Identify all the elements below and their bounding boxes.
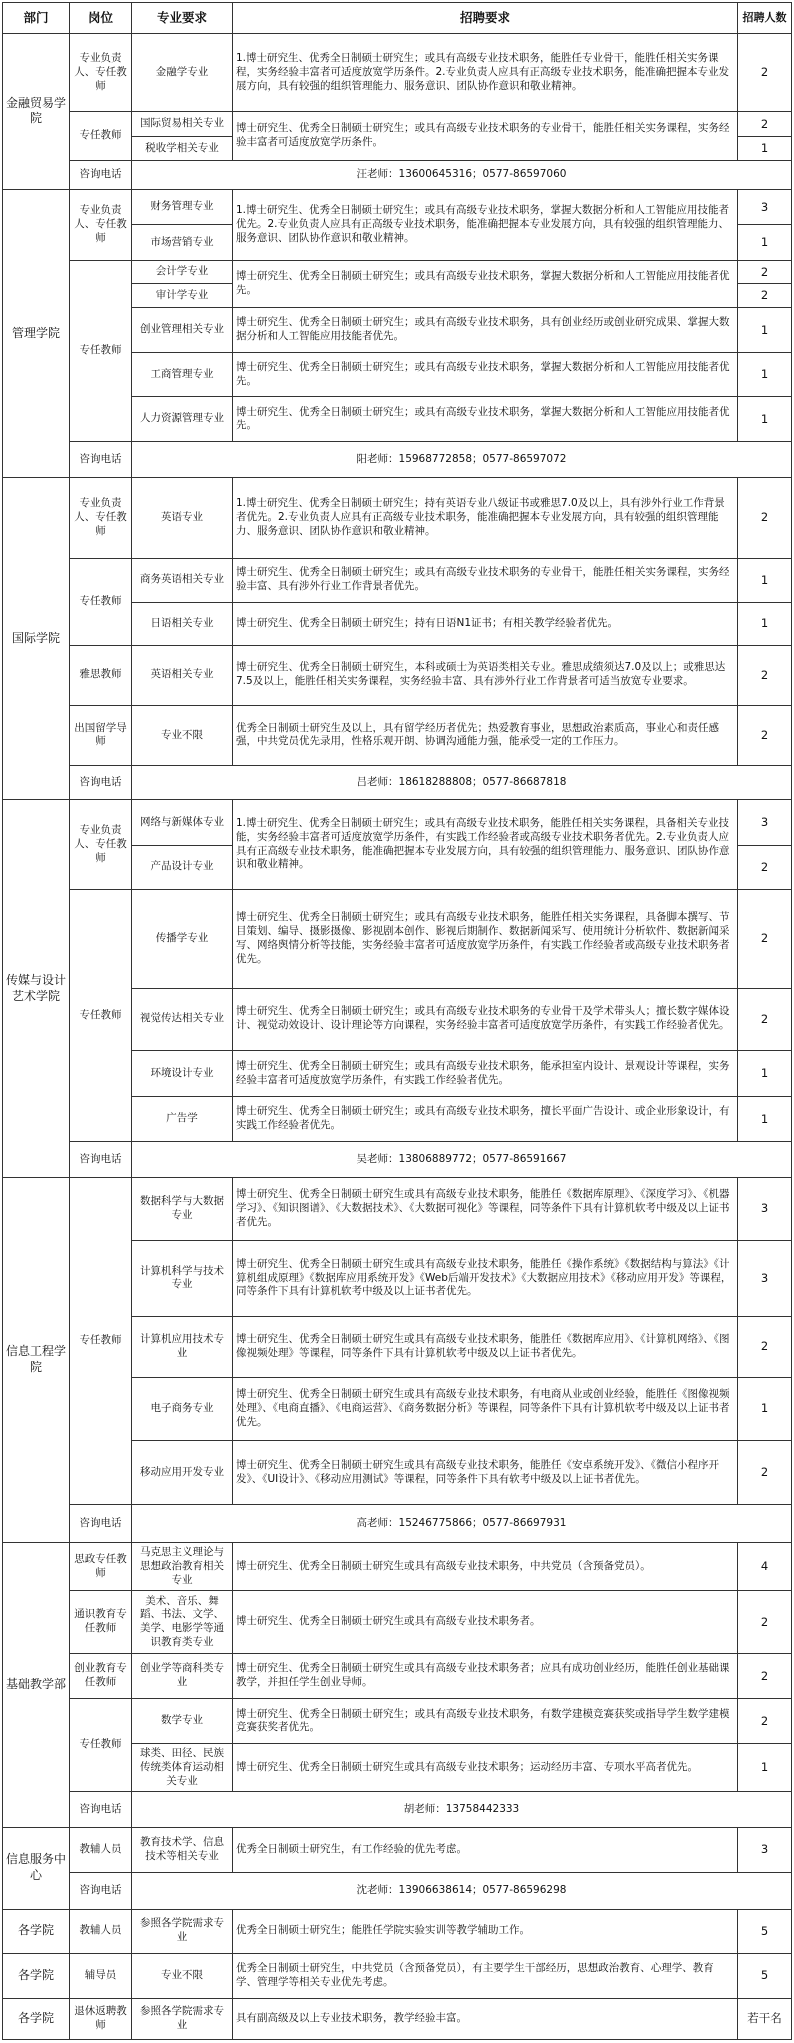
major-cell: 会计学专业 bbox=[132, 260, 233, 284]
contact-value: 吴老师：13806889772；0577-86591667 bbox=[132, 1142, 792, 1177]
count-cell: 2 bbox=[738, 1316, 792, 1377]
major-cell: 税收学相关专业 bbox=[132, 137, 233, 161]
table-row bbox=[3, 1953, 792, 1998]
contact-label: 咨询电话 bbox=[70, 442, 132, 477]
recruitment-table bbox=[2, 2, 792, 2040]
major-cell: 数学专业 bbox=[132, 1699, 233, 1744]
dept-cell: 信息工程学院 bbox=[3, 1177, 70, 1543]
requirement-cell: 博士研究生、优秀全日制硕士研究生或具有高级专业技术职务，中共党员（含预备党员）。 bbox=[233, 1543, 738, 1591]
table-row bbox=[3, 34, 792, 112]
count-cell: 1 bbox=[738, 308, 792, 353]
table-row bbox=[3, 1654, 792, 1699]
dept-cell: 管理学院 bbox=[3, 189, 70, 477]
requirement-cell: 博士研究生、优秀全日制硕士研究生，本科或硕士为英语类相关专业。雅思成绩须达7.0及以上；或雅思达7.5及以上，能胜任相关实务课程，实务经验丰富、具有涉外行业工作背景者可适当放宽专业要求。 bbox=[233, 645, 738, 705]
contact-row bbox=[3, 1792, 792, 1827]
contact-label: 咨询电话 bbox=[70, 1792, 132, 1827]
table-row bbox=[3, 800, 792, 845]
contact-row bbox=[3, 1504, 792, 1543]
count-cell: 1 bbox=[738, 1744, 792, 1792]
post-cell: 专业负责人、专任教师 bbox=[70, 34, 132, 112]
contact-label: 咨询电话 bbox=[70, 160, 132, 189]
contact-label: 咨询电话 bbox=[70, 1142, 132, 1177]
count-cell: 5 bbox=[738, 1909, 792, 1953]
major-cell: 美术、音乐、舞蹈、书法、文学、美学、电影学等通识教育类专业 bbox=[132, 1591, 233, 1654]
requirement-cell: 具有副高级及以上专业技术职务，教学经验丰富。 bbox=[233, 1998, 738, 2039]
major-cell: 参照各学院需求专业 bbox=[132, 1909, 233, 1953]
requirement-cell: 博士研究生、优秀全日制硕士研究生；或具有高级专业技术职务的专业骨干，能胜任相关实务课程，实务经验丰富、具有涉外行业工作背景者优先。 bbox=[233, 558, 738, 602]
contact-value: 沈老师：13906638614；0577-86596298 bbox=[132, 1873, 792, 1910]
count-cell: 2 bbox=[738, 988, 792, 1050]
table-row bbox=[3, 1543, 792, 1591]
major-cell: 网络与新媒体专业 bbox=[132, 800, 233, 845]
count-cell: 2 bbox=[738, 477, 792, 558]
requirement-cell: 优秀全日制硕士研究生；能胜任学院实验实训等教学辅助工作。 bbox=[233, 1909, 738, 1953]
post-cell: 思政专任教师 bbox=[70, 1543, 132, 1591]
contact-value: 汪老师：13600645316；0577-86597060 bbox=[132, 160, 792, 189]
table-row bbox=[3, 1699, 792, 1744]
requirement-cell: 1.博士研究生、优秀全日制硕士研究生；或具有高级专业技术职务，掌握大数据分析和人工智能应用技能者优先。2.专业负责人应具有正高级专业技术职务，能准确把握本专业发展方向，具有较强的组织管理能力、服务意识、团队协作意识和敬业精神。 bbox=[233, 189, 738, 260]
major-cell: 球类、田径、民族传统类体育运动相关专业 bbox=[132, 1744, 233, 1792]
major-cell: 传播学专业 bbox=[132, 889, 233, 988]
major-cell: 英语专业 bbox=[132, 477, 233, 558]
count-cell: 2 bbox=[738, 845, 792, 889]
post-cell: 教辅人员 bbox=[70, 1909, 132, 1953]
count-cell: 2 bbox=[738, 1699, 792, 1744]
count-cell: 2 bbox=[738, 284, 792, 308]
table-row bbox=[3, 260, 792, 284]
major-cell: 工商管理专业 bbox=[132, 353, 233, 397]
post-cell: 辅导员 bbox=[70, 1953, 132, 1998]
major-cell: 创业管理相关专业 bbox=[132, 308, 233, 353]
post-cell: 出国留学导师 bbox=[70, 705, 132, 765]
major-cell: 电子商务专业 bbox=[132, 1377, 233, 1440]
major-cell: 移动应用开发专业 bbox=[132, 1441, 233, 1504]
major-cell: 广告学 bbox=[132, 1097, 233, 1142]
major-cell: 专业不限 bbox=[132, 1953, 233, 1998]
contact-row bbox=[3, 1142, 792, 1177]
requirement-cell: 博士研究生、优秀全日制硕士研究生；或具有高级专业技术职务，能承担室内设计、景观设计等课程，实务经验丰富者可适度放宽学历条件，有实践工作经验者优先。 bbox=[233, 1051, 738, 1097]
major-cell: 市场营销专业 bbox=[132, 225, 233, 260]
count-cell: 5 bbox=[738, 1953, 792, 1998]
count-cell: 1 bbox=[738, 602, 792, 645]
major-cell: 英语相关专业 bbox=[132, 645, 233, 705]
contact-value: 胡老师：13758442333 bbox=[132, 1792, 792, 1827]
dept-cell: 传媒与设计艺术学院 bbox=[3, 800, 70, 1177]
count-cell: 3 bbox=[738, 1827, 792, 1872]
major-cell: 国际贸易相关专业 bbox=[132, 112, 233, 137]
table-row bbox=[3, 645, 792, 705]
contact-value: 阳老师：15968772858；0577-86597072 bbox=[132, 442, 792, 477]
count-cell: 1 bbox=[738, 397, 792, 442]
requirement-cell: 博士研究生、优秀全日制硕士研究生；持有日语N1证书；有相关教学经验者优先。 bbox=[233, 602, 738, 645]
post-cell: 创业教育专任教师 bbox=[70, 1654, 132, 1699]
count-cell: 2 bbox=[738, 1591, 792, 1654]
requirement-cell: 博士研究生、优秀全日制硕士研究生或具有高级专业技术职务，能胜任《安卓系统开发》、《微信小程序开发》、《UI设计》、《移动应用测试》等课程，同等条件下具有软考中级及以上证书者优先。 bbox=[233, 1441, 738, 1504]
post-cell: 退休返聘教师 bbox=[70, 1998, 132, 2039]
post-cell: 专业负责人、专任教师 bbox=[70, 800, 132, 889]
header-post: 岗位 bbox=[70, 3, 132, 34]
requirement-cell: 博士研究生、优秀全日制硕士研究生或具有高级专业技术职务，能胜任《数据库原理》、《深度学习》、《机器学习》、《知识图谱》、《大数据技术》、《大数据可视化》等课程，同等条件下具有计算机软考中级及以上证书者优先。 bbox=[233, 1177, 738, 1240]
contact-row bbox=[3, 766, 792, 800]
contact-row bbox=[3, 442, 792, 477]
major-cell: 环境设计专业 bbox=[132, 1051, 233, 1097]
major-cell: 财务管理专业 bbox=[132, 189, 233, 224]
table-header-row bbox=[3, 3, 792, 34]
table-row bbox=[3, 1177, 792, 1240]
major-cell: 专业不限 bbox=[132, 705, 233, 765]
count-cell: 1 bbox=[738, 1377, 792, 1440]
requirement-cell: 博士研究生、优秀全日制硕士研究生或具有高级专业技术职务者；应具有成功创业经历，能胜任创业基础课教学，并担任学生创业导师。 bbox=[233, 1654, 738, 1699]
contact-row bbox=[3, 160, 792, 189]
count-cell: 2 bbox=[738, 1654, 792, 1699]
dept-cell: 基础教学部 bbox=[3, 1543, 70, 1827]
header-requirement: 招聘要求 bbox=[233, 3, 738, 34]
count-cell: 1 bbox=[738, 558, 792, 602]
requirement-cell: 博士研究生、优秀全日制硕士研究生或具有高级专业技术职务；运动经历丰富、专项水平高者优先。 bbox=[233, 1744, 738, 1792]
requirement-cell: 博士研究生、优秀全日制硕士研究生或具有高级专业技术职务，能胜任《操作系统》《数据结构与算法》《计算机组成原理》《数据库应用系统开发》《Web后端开发技术》《大数据应用技术》《移动应用开发》等课程，同等条件下具有计算机软考中级及以上证书者优先。 bbox=[233, 1241, 738, 1316]
major-cell: 人力资源管理专业 bbox=[132, 397, 233, 442]
major-cell: 产品设计专业 bbox=[132, 845, 233, 889]
major-cell: 商务英语相关专业 bbox=[132, 558, 233, 602]
table-row bbox=[3, 558, 792, 602]
count-cell: 2 bbox=[738, 889, 792, 988]
table-row bbox=[3, 1591, 792, 1654]
count-cell: 2 bbox=[738, 112, 792, 137]
major-cell: 日语相关专业 bbox=[132, 602, 233, 645]
requirement-cell: 博士研究生、优秀全日制硕士研究生或具有高级专业技术职务，能胜任《数据库应用》、《计算机网络》、《图像视频处理》等课程，同等条件下具有计算机软考中级及以上证书者优先。 bbox=[233, 1316, 738, 1377]
header-major: 专业要求 bbox=[132, 3, 233, 34]
requirement-cell: 博士研究生、优秀全日制硕士研究生或具有高级专业技术职务，有电商从业或创业经验，能胜任《图像视频处理》、《电商直播》、《电商运营》、《商务数据分析》等课程，同等条件下具有计算机软考中级及以上证书者优先。 bbox=[233, 1377, 738, 1440]
dept-cell: 信息服务中心 bbox=[3, 1827, 70, 1909]
count-cell: 2 bbox=[738, 705, 792, 765]
count-cell: 若干名 bbox=[738, 1998, 792, 2039]
requirement-cell: 博士研究生、优秀全日制硕士研究生或具有高级专业技术职务者。 bbox=[233, 1591, 738, 1654]
post-cell: 专任教师 bbox=[70, 260, 132, 442]
post-cell: 专任教师 bbox=[70, 112, 132, 160]
count-cell: 4 bbox=[738, 1543, 792, 1591]
requirement-cell: 博士研究生、优秀全日制硕士研究生；或具有高级专业技术职务，掌握大数据分析和人工智能应用技能者优先。 bbox=[233, 260, 738, 307]
major-cell: 数据科学与大数据专业 bbox=[132, 1177, 233, 1240]
count-cell: 1 bbox=[738, 1051, 792, 1097]
count-cell: 3 bbox=[738, 1241, 792, 1316]
contact-label: 咨询电话 bbox=[70, 1504, 132, 1543]
count-cell: 1 bbox=[738, 137, 792, 161]
major-cell: 视觉传达相关专业 bbox=[132, 988, 233, 1050]
count-cell: 1 bbox=[738, 1097, 792, 1142]
table-row bbox=[3, 1909, 792, 1953]
dept-cell: 各学院 bbox=[3, 1953, 70, 1998]
post-cell: 教辅人员 bbox=[70, 1827, 132, 1872]
count-cell: 1 bbox=[738, 353, 792, 397]
contact-value: 高老师：15246775866；0577-86697931 bbox=[132, 1504, 792, 1543]
count-cell: 3 bbox=[738, 800, 792, 845]
dept-cell: 国际学院 bbox=[3, 477, 70, 800]
count-cell: 1 bbox=[738, 225, 792, 260]
header-count: 招聘人数 bbox=[738, 3, 792, 34]
post-cell: 专任教师 bbox=[70, 1699, 132, 1792]
requirement-cell: 博士研究生、优秀全日制硕士研究生；或具有高级专业技术职务，具有创业经历或创业研究成果、掌握大数据分析和人工智能应用技能者优先。 bbox=[233, 308, 738, 353]
major-cell: 创业学等商科类专业 bbox=[132, 1654, 233, 1699]
table-row bbox=[3, 112, 792, 137]
count-cell: 2 bbox=[738, 260, 792, 284]
requirement-cell: 1.博士研究生、优秀全日制硕士研究生；持有英语专业八级证书或雅思7.0及以上，具有涉外行业工作背景者优先。2.专业负责人应具有正高级专业技术职务，能准确把握本专业发展方向，具有较强的组织管理能力、服务意识、团队协作意识和敬业精神。 bbox=[233, 477, 738, 558]
post-cell: 专业负责人、专任教师 bbox=[70, 477, 132, 558]
requirement-cell: 优秀全日制硕士研究生，中共党员（含预备党员），有主要学生干部经历，思想政治教育、心理学、教育学、管理学等相关专业优先考虑。 bbox=[233, 1953, 738, 1998]
requirement-cell: 博士研究生、优秀全日制硕士研究生；或具有高级专业技术职务，掌握大数据分析和人工智能应用技能者优先。 bbox=[233, 397, 738, 442]
count-cell: 2 bbox=[738, 1441, 792, 1504]
major-cell: 马克思主义理论与思想政治教育相关专业 bbox=[132, 1543, 233, 1591]
requirement-cell: 博士研究生、优秀全日制硕士研究生；或具有高级专业技术职务，擅长平面广告设计、或企业形象设计，有实践工作经验者优先。 bbox=[233, 1097, 738, 1142]
major-cell: 金融学专业 bbox=[132, 34, 233, 112]
post-cell: 专业负责人、专任教师 bbox=[70, 189, 132, 260]
post-cell: 专任教师 bbox=[70, 558, 132, 645]
requirement-cell: 博士研究生、优秀全日制硕士研究生；或具有高级专业技术职务的专业骨干及学术带头人；擅长数字媒体设计、视觉动效设计、设计理论等方向课程，实务经验丰富者可适度放宽学历条件，有实践工作经验者优先。 bbox=[233, 988, 738, 1050]
count-cell: 3 bbox=[738, 1177, 792, 1240]
requirement-cell: 优秀全日制硕士研究生及以上，具有留学经历者优先；热爱教育事业，思想政治素质高，事业心和责任感强，中共党员优先录用，性格乐观开朗、协调沟通能力强，能承受一定的工作压力。 bbox=[233, 705, 738, 765]
dept-cell: 各学院 bbox=[3, 1909, 70, 1953]
requirement-cell: 1.博士研究生、优秀全日制硕士研究生；或具有高级专业技术职务，能胜任专业骨干，能胜任相关实务课程，实务经验丰富者可适度放宽学历条件。2.专业负责人应具有正高级专业技术职务，能准确把握本专业发展方向，具有较强的组织管理能力、服务意识、团队协作意识和敬业精神。 bbox=[233, 34, 738, 112]
dept-cell: 各学院 bbox=[3, 1998, 70, 2039]
contact-label: 咨询电话 bbox=[70, 766, 132, 800]
post-cell: 通识教育专任教师 bbox=[70, 1591, 132, 1654]
post-cell: 专任教师 bbox=[70, 889, 132, 1142]
count-cell: 2 bbox=[738, 645, 792, 705]
table-row bbox=[3, 1827, 792, 1872]
table-row bbox=[3, 1998, 792, 2039]
major-cell: 教育技术学、信息技术等相关专业 bbox=[132, 1827, 233, 1872]
requirement-cell: 博士研究生、优秀全日制硕士研究生；或具有高级专业技术职务，有数学建模竞赛获奖或指导学生数学建模竞赛获奖者优先。 bbox=[233, 1699, 738, 1744]
table-row bbox=[3, 189, 792, 224]
contact-row bbox=[3, 1873, 792, 1910]
requirement-cell: 博士研究生、优秀全日制硕士研究生；或具有高级专业技术职务，掌握大数据分析和人工智能应用技能者优先。 bbox=[233, 353, 738, 397]
requirement-cell: 优秀全日制硕士研究生，有工作经验的优先考虑。 bbox=[233, 1827, 738, 1872]
requirement-cell: 博士研究生、优秀全日制硕士研究生；或具有高级专业技术职务，能胜任相关实务课程，具备脚本撰写、节目策划、编导、摄影摄像、影视剧本创作、影视后期制作、数据新闻采写、使用统计分析软件、数据新闻采写、网络舆情分析等技能，实务经验丰富者可适度放宽学历条件，有实践工作经验者或高级专业技术职务者优先。 bbox=[233, 889, 738, 988]
major-cell: 参照各学院需求专业 bbox=[132, 1998, 233, 2039]
dept-cell: 金融贸易学院 bbox=[3, 34, 70, 190]
table-row bbox=[3, 705, 792, 765]
post-cell: 专任教师 bbox=[70, 1177, 132, 1504]
major-cell: 计算机应用技术专业 bbox=[132, 1316, 233, 1377]
major-cell: 审计学专业 bbox=[132, 284, 233, 308]
major-cell: 计算机科学与技术专业 bbox=[132, 1241, 233, 1316]
requirement-cell: 博士研究生、优秀全日制硕士研究生；或具有高级专业技术职务的专业骨干，能胜任相关实务课程，实务经验丰富者可适度放宽学历条件。 bbox=[233, 112, 738, 160]
count-cell: 3 bbox=[738, 189, 792, 224]
requirement-cell: 1.博士研究生、优秀全日制硕士研究生；或具有高级专业技术职务，能胜任相关实务课程，具备相关专业技能，实务经验丰富者可适度放宽学历条件，有实践工作经验者或高级专业技术职务者优先。2.专业负责人应具有正高级专业技术职务，能准确把握本专业发展方向，具有较强的组织管理能力、服务意识、团队协作意识和敬业精神。 bbox=[233, 800, 738, 889]
count-cell: 2 bbox=[738, 34, 792, 112]
post-cell: 雅思教师 bbox=[70, 645, 132, 705]
table-row bbox=[3, 889, 792, 988]
contact-value: 吕老师：18618288808；0577-86687818 bbox=[132, 766, 792, 800]
table-row bbox=[3, 477, 792, 558]
contact-label: 咨询电话 bbox=[70, 1873, 132, 1910]
header-dept: 部门 bbox=[3, 3, 70, 34]
